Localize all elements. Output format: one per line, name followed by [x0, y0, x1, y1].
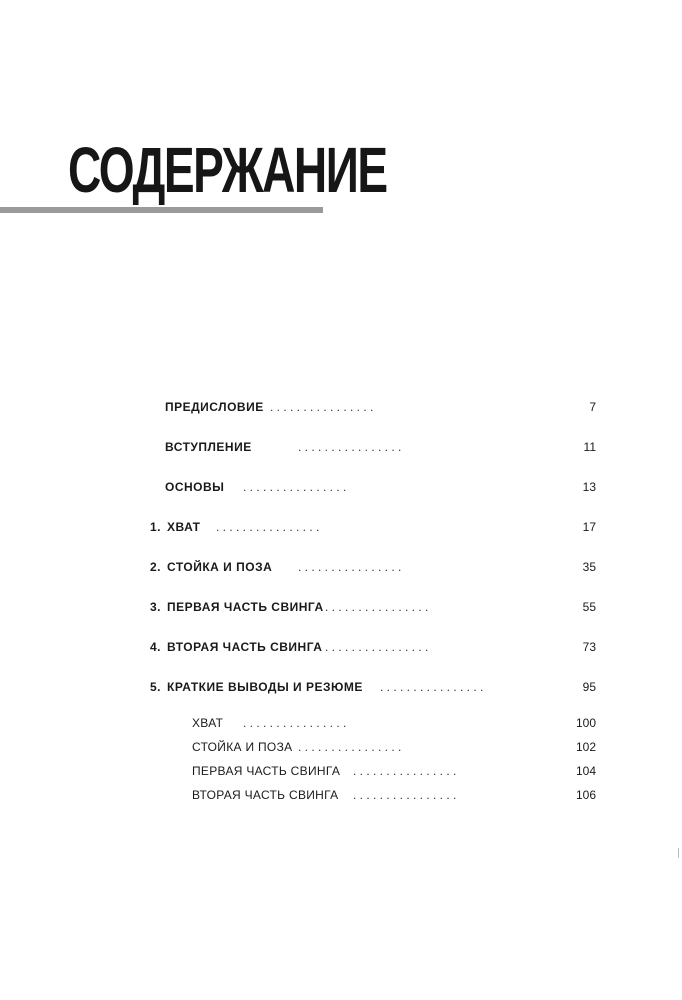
toc-subentry-label: СТОЙКА И ПОЗА [192, 740, 293, 754]
toc-entry-page: 7 [589, 400, 596, 414]
toc-entry-label: ХВАТ [167, 520, 201, 534]
toc-entry-label: СТОЙКА И ПОЗА [167, 560, 273, 574]
toc-entry-label: ОСНОВЫ [165, 480, 225, 494]
dot-leader: . . . . . . . . . . . . . . . . [298, 740, 402, 754]
dot-leader: . . . . . . . . . . . . . . . . [325, 600, 429, 614]
toc-entry-page: 13 [582, 480, 596, 494]
toc-entry-number: 4. [150, 640, 161, 654]
toc-subentry-page: 100 [575, 716, 596, 730]
dot-leader: . . . . . . . . . . . . . . . . [353, 764, 457, 778]
page-title: СОДЕРЖАНИЕ [68, 134, 387, 206]
toc-entry-page: 73 [582, 640, 596, 654]
toc-subentry-label: ХВАТ [192, 716, 224, 730]
dot-leader: . . . . . . . . . . . . . . . . [243, 480, 347, 494]
toc-entry-label: КРАТКИЕ ВЫВОДЫ И РЕЗЮМЕ [167, 680, 363, 694]
toc-subentry-page: 106 [575, 788, 596, 802]
dot-leader: . . . . . . . . . . . . . . . . [353, 788, 457, 802]
toc-subentry-page: 104 [575, 764, 596, 778]
dot-leader: . . . . . . . . . . . . . . . . [325, 640, 429, 654]
dot-leader: . . . . . . . . . . . . . . . . [298, 440, 402, 454]
dot-leader: . . . . . . . . . . . . . . . . [380, 680, 484, 694]
toc-entry-page: 35 [582, 560, 596, 574]
toc-entry-page: 95 [582, 680, 596, 694]
toc-entry-label: ВСТУПЛЕНИЕ [165, 440, 252, 454]
dot-leader: . . . . . . . . . . . . . . . . [243, 716, 347, 730]
dot-leader: . . . . . . . . . . . . . . . . [216, 520, 320, 534]
page-edge-mark [678, 848, 679, 858]
toc-subentry-label: ВТОРАЯ ЧАСТЬ СВИНГА [192, 788, 339, 802]
dot-leader: . . . . . . . . . . . . . . . . [298, 560, 402, 574]
toc-entry-page: 55 [582, 600, 596, 614]
toc-entry-number: 1. [150, 520, 161, 534]
toc-subentry-page: 102 [575, 740, 596, 754]
title-underline-bar [0, 207, 323, 213]
toc-entry-page: 11 [583, 440, 596, 454]
toc-entry-label: ПЕРВАЯ ЧАСТЬ СВИНГА [167, 600, 324, 614]
toc-entry-page: 17 [582, 520, 596, 534]
dot-leader: . . . . . . . . . . . . . . . . [270, 400, 374, 414]
toc-subentry-label: ПЕРВАЯ ЧАСТЬ СВИНГА [192, 764, 341, 778]
toc-entry-number: 2. [150, 560, 161, 574]
toc-entry-label: ВТОРАЯ ЧАСТЬ СВИНГА [167, 640, 323, 654]
toc-entry-label: ПРЕДИСЛОВИЕ [165, 400, 264, 414]
toc-entry-number: 5. [150, 680, 161, 694]
toc-entry-number: 3. [150, 600, 161, 614]
